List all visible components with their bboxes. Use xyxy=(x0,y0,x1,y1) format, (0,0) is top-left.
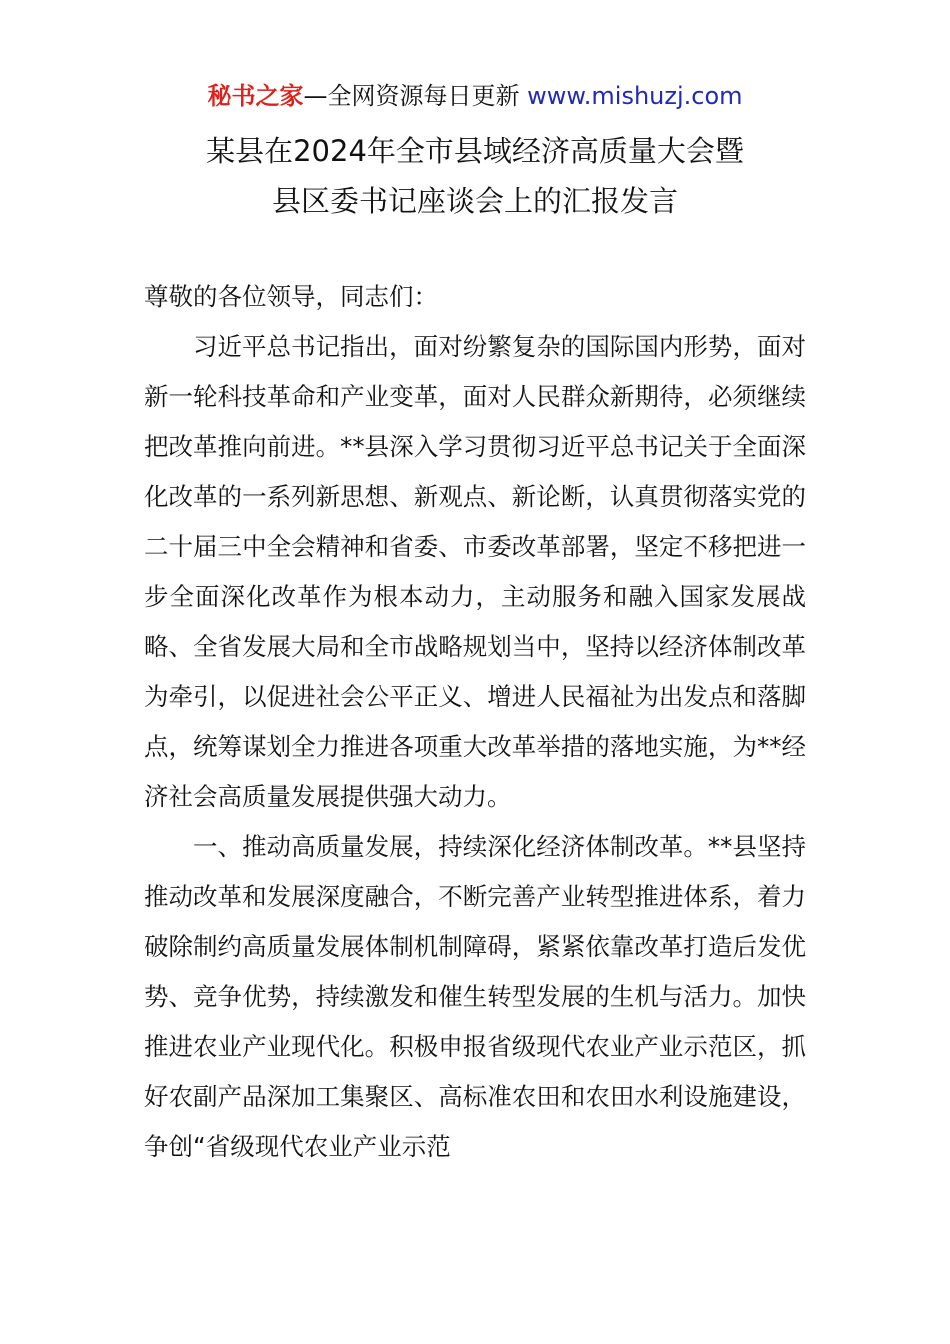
site-name: 秘书之家 xyxy=(207,82,304,110)
salutation: 尊敬的各位领导，同志们： xyxy=(144,282,438,311)
document-title xyxy=(0,126,950,226)
paragraph-intro: 习近平总书记指出，面对纷繁复杂的国际国内形势，面对新一轮科技革命和产业变革，面对人民群众新期待，必须继续把改革推向前进。**县深入学习贯彻习近平总书记关于全面深化改革的一系列新思想、新观点、新论断，认真贯彻落实党的二十届三中全会精神和省委、市委改革部署，坚定不移把进一步全面深化改革作为根本动力，主动服务和融入国家发展战略、全省发展大局和全市战略规划当中，坚持以经济体制改革为牵引，以促进社会公平正义、增进人民福祉为出发点和落脚点，统筹谋划全力推进各项重大改革举措的落地实施，为**经济社会高质量发展提供强大动力。 xyxy=(144,332,806,811)
site-tagline: —全网资源每日更新 xyxy=(303,82,528,110)
document-body xyxy=(144,272,806,1172)
paragraph-section-1: 一、推动高质量发展，持续深化经济体制改革。**县坚持推动改革和发展深度融合，不断完善产业转型推进体系，着力破除制约高质量发展体制机制障碍，紧紧依靠改革打造后发优势、竞争优势，持续激发和催生转型发展的生机与活力。加快推进农业产业现代化。积极申报省级现代农业产业示范区，抓好农副产品深加工集聚区、高标准农田和农田水利设施建设，争创“省级现代农业产业示范 xyxy=(144,832,806,1161)
site-url-link[interactable]: www.mishuzj.com xyxy=(527,82,743,110)
site-header xyxy=(0,78,950,114)
title-line-1: 某县在2024年全市县域经济高质量大会暨 xyxy=(206,134,744,168)
title-line-2: 县区委书记座谈会上的汇报发言 xyxy=(271,184,678,218)
